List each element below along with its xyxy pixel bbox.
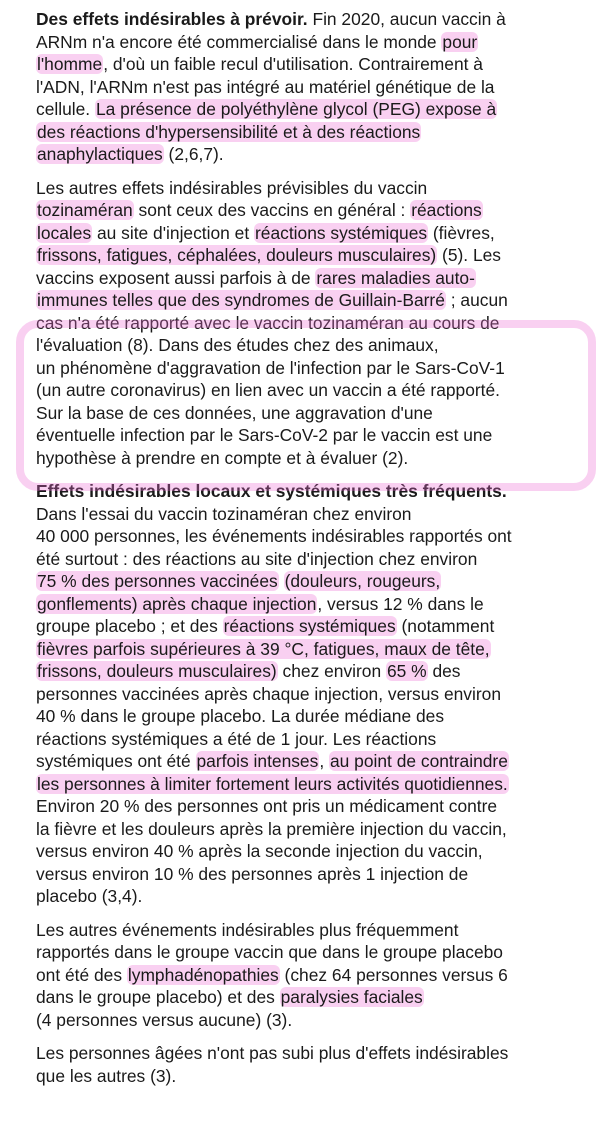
text-line: [36, 53, 596, 76]
text-segment: des: [427, 661, 461, 681]
text-segment: Les autres effets indésirables prévisibles du vaccin: [36, 177, 428, 198]
highlighted-text: les personnes à limiter fortement leurs activités quotidiennes.: [37, 773, 508, 794]
text-segment: groupe placebo ; et des: [36, 616, 223, 636]
highlighted-text: rares maladies auto-: [316, 267, 475, 288]
text-line: [36, 424, 596, 447]
text-segment: 40 % dans le groupe placebo. La durée médiane des: [36, 706, 445, 726]
text-segment: Dans l'essai du vaccin tozinaméran chez environ: [36, 503, 412, 524]
text-line: [36, 1065, 596, 1088]
text-segment: , d'où un faible recul d'utilisation. Contrairement à: [103, 54, 483, 74]
text-line: [36, 143, 596, 166]
text-line: [36, 312, 596, 335]
highlighted-text: 65 %: [386, 661, 427, 681]
text-segment: Les personnes âgées n'ont pas subi plus d'effets indésirables: [36, 1043, 509, 1063]
paragraph-p4: [36, 919, 596, 1032]
text-line: [36, 334, 596, 357]
highlighted-text: fièvres parfois supérieures à 39 °C, fatigues, maux de tête,: [37, 638, 490, 659]
text-line: [36, 402, 596, 425]
text-segment: Fin 2020, aucun vaccin à: [307, 9, 506, 29]
highlighted-text: locales: [37, 222, 92, 243]
text-segment: ARNm n'a encore été commercialisé dans le monde: [36, 31, 442, 52]
text-line: [36, 1009, 596, 1032]
highlighted-text: frissons, douleurs musculaires): [37, 661, 277, 681]
highlighted-text: réactions systémiques: [255, 222, 428, 243]
highlighted-text: réactions: [411, 200, 482, 220]
text-segment: la fièvre et les douleurs après la première injection du vaccin,: [36, 818, 507, 839]
highlighted-text: l'homme: [37, 54, 103, 74]
text-segment: 40 000 personnes, les événements indésirables rapportés ont: [36, 526, 512, 546]
text-segment: sont ceux des vaccins en général :: [133, 200, 411, 220]
text-line: [36, 289, 596, 312]
text-segment: (2,6,7).: [163, 144, 224, 164]
text-segment: rapportés dans le groupe vaccin que dans le groupe placebo: [36, 942, 503, 962]
text-line: [36, 447, 596, 470]
text-line: [36, 863, 596, 886]
text-segment: (un autre coronavirus) en lien avec un vaccin a été rapporté.: [36, 380, 501, 400]
text-segment: (5). Les: [437, 245, 502, 265]
text-segment: placebo (3,4).: [36, 886, 143, 906]
highlighted-text: gonflements) après chaque injection: [37, 593, 317, 614]
highlighted-text: tozinaméran: [37, 200, 133, 220]
highlighted-text: 75 % des personnes vaccinées: [37, 571, 278, 591]
highlighted-text: pour: [442, 31, 478, 52]
text-segment: dans le groupe placebo) et des: [36, 987, 280, 1007]
paragraph-p5: [36, 1042, 596, 1087]
text-segment: éventuelle infection par le Sars-CoV-2 par le vaccin est une: [36, 425, 493, 445]
text-segment: (4 personnes versus aucune) (3).: [36, 1009, 293, 1030]
text-segment: réactions systémiques a été de 1 jour. Les réactions: [36, 728, 437, 749]
text-segment: cellule.: [36, 99, 95, 119]
text-segment: l'ADN, l'ARNm n'est pas intégré au matériel génétique de la: [36, 76, 495, 97]
text-segment: versus environ 10 % des personnes après 1 injection de: [36, 863, 469, 884]
text-line: [36, 885, 596, 908]
text-segment: (fièvres,: [428, 222, 495, 243]
text-segment: , versus 12 % dans le: [317, 593, 484, 614]
text-line: [36, 222, 596, 245]
text-line: [36, 267, 596, 290]
text-line: [36, 818, 596, 841]
text-line: [36, 638, 596, 661]
highlighted-text: réactions systémiques: [223, 616, 396, 636]
text-segment: personnes vaccinées après chaque injection, versus environ: [36, 683, 501, 704]
text-segment: systémiques ont été: [36, 751, 196, 771]
highlighted-text: anaphylactiques: [37, 144, 163, 164]
text-line: [36, 593, 596, 616]
text-segment: Sur la base de ces données, une aggravation d'une: [36, 402, 433, 423]
text-segment: [279, 571, 284, 591]
text-line: [36, 480, 596, 503]
text-line: [36, 8, 596, 31]
text-segment: au site d'injection et: [92, 222, 255, 243]
text-line: [36, 503, 596, 526]
text-line: [36, 177, 596, 200]
text-line: [36, 199, 596, 222]
text-line: [36, 244, 596, 267]
paragraph-p3: [36, 480, 596, 908]
text-line: [36, 919, 596, 942]
text-line: [36, 31, 596, 54]
text-line: [36, 795, 596, 818]
text-segment: l'évaluation (8). Dans des études chez des animaux,: [36, 335, 439, 355]
text-line: [36, 941, 596, 964]
article-body: [36, 8, 596, 1087]
text-segment: Environ 20 % des personnes ont pris un médicament contre: [36, 796, 498, 816]
text-line: [36, 728, 596, 751]
text-line: [36, 705, 596, 728]
text-segment: versus environ 40 % après la seconde injection du vaccin,: [36, 841, 483, 861]
text-segment: que les autres (3).: [36, 1065, 177, 1086]
text-segment: ,: [319, 751, 329, 771]
text-line: [36, 660, 596, 683]
highlighted-text: parfois intenses: [196, 751, 319, 771]
text-segment: ont été des: [36, 964, 127, 985]
text-segment: (chez 64 personnes versus 6: [279, 964, 508, 985]
text-line: [36, 121, 596, 144]
text-segment: été surtout : des réactions au site d'injection chez environ: [36, 548, 478, 569]
text-segment: (notamment: [396, 616, 495, 636]
text-line: [36, 964, 596, 987]
highlighted-text: paralysies faciales: [280, 987, 423, 1007]
paragraph-p1: [36, 8, 596, 166]
text-line: [36, 986, 596, 1009]
highlighted-text: immunes telles que des syndromes de Guillain-Barré: [37, 290, 445, 310]
bold-heading-text: Des effets indésirables à prévoir.: [36, 9, 308, 29]
bold-heading-text: Effets indésirables locaux et systémiques très fréquents.: [36, 481, 507, 501]
text-line: [36, 570, 596, 593]
text-line: [36, 76, 596, 99]
text-line: [36, 379, 596, 402]
text-line: [36, 615, 596, 638]
text-segment: Les autres événements indésirables plus fréquemment: [36, 919, 459, 940]
text-segment: cas n'a été rapporté avec le vaccin tozinaméran au cours de: [36, 312, 500, 333]
text-segment: un phénomène d'aggravation de l'infection par le Sars-CoV-1: [36, 357, 505, 378]
text-line: [36, 750, 596, 773]
text-line: [36, 525, 596, 548]
document-page: [36, 8, 596, 1098]
highlighted-text: lymphadénopathies: [127, 964, 279, 985]
text-line: [36, 773, 596, 796]
highlighted-text: La présence de polyéthylène glycol (PEG) expose à: [95, 99, 497, 119]
text-line: [36, 1042, 596, 1065]
highlighted-text: frissons, fatigues, céphalées, douleurs musculaires): [37, 245, 437, 265]
text-segment: ; aucun: [445, 290, 508, 310]
text-line: [36, 840, 596, 863]
paragraph-p2: [36, 177, 596, 470]
text-line: [36, 548, 596, 571]
text-segment: hypothèse à prendre en compte et à évaluer (2).: [36, 447, 409, 468]
text-line: [36, 98, 596, 121]
highlighted-text: (douleurs, rougeurs,: [284, 571, 441, 591]
text-line: [36, 357, 596, 380]
text-line: [36, 683, 596, 706]
text-segment: chez environ: [277, 661, 386, 681]
text-segment: vaccins exposent aussi parfois à de: [36, 267, 316, 288]
highlighted-text: des réactions d'hypersensibilité et à des réactions: [37, 121, 421, 142]
highlighted-text: au point de contraindre: [329, 751, 508, 771]
